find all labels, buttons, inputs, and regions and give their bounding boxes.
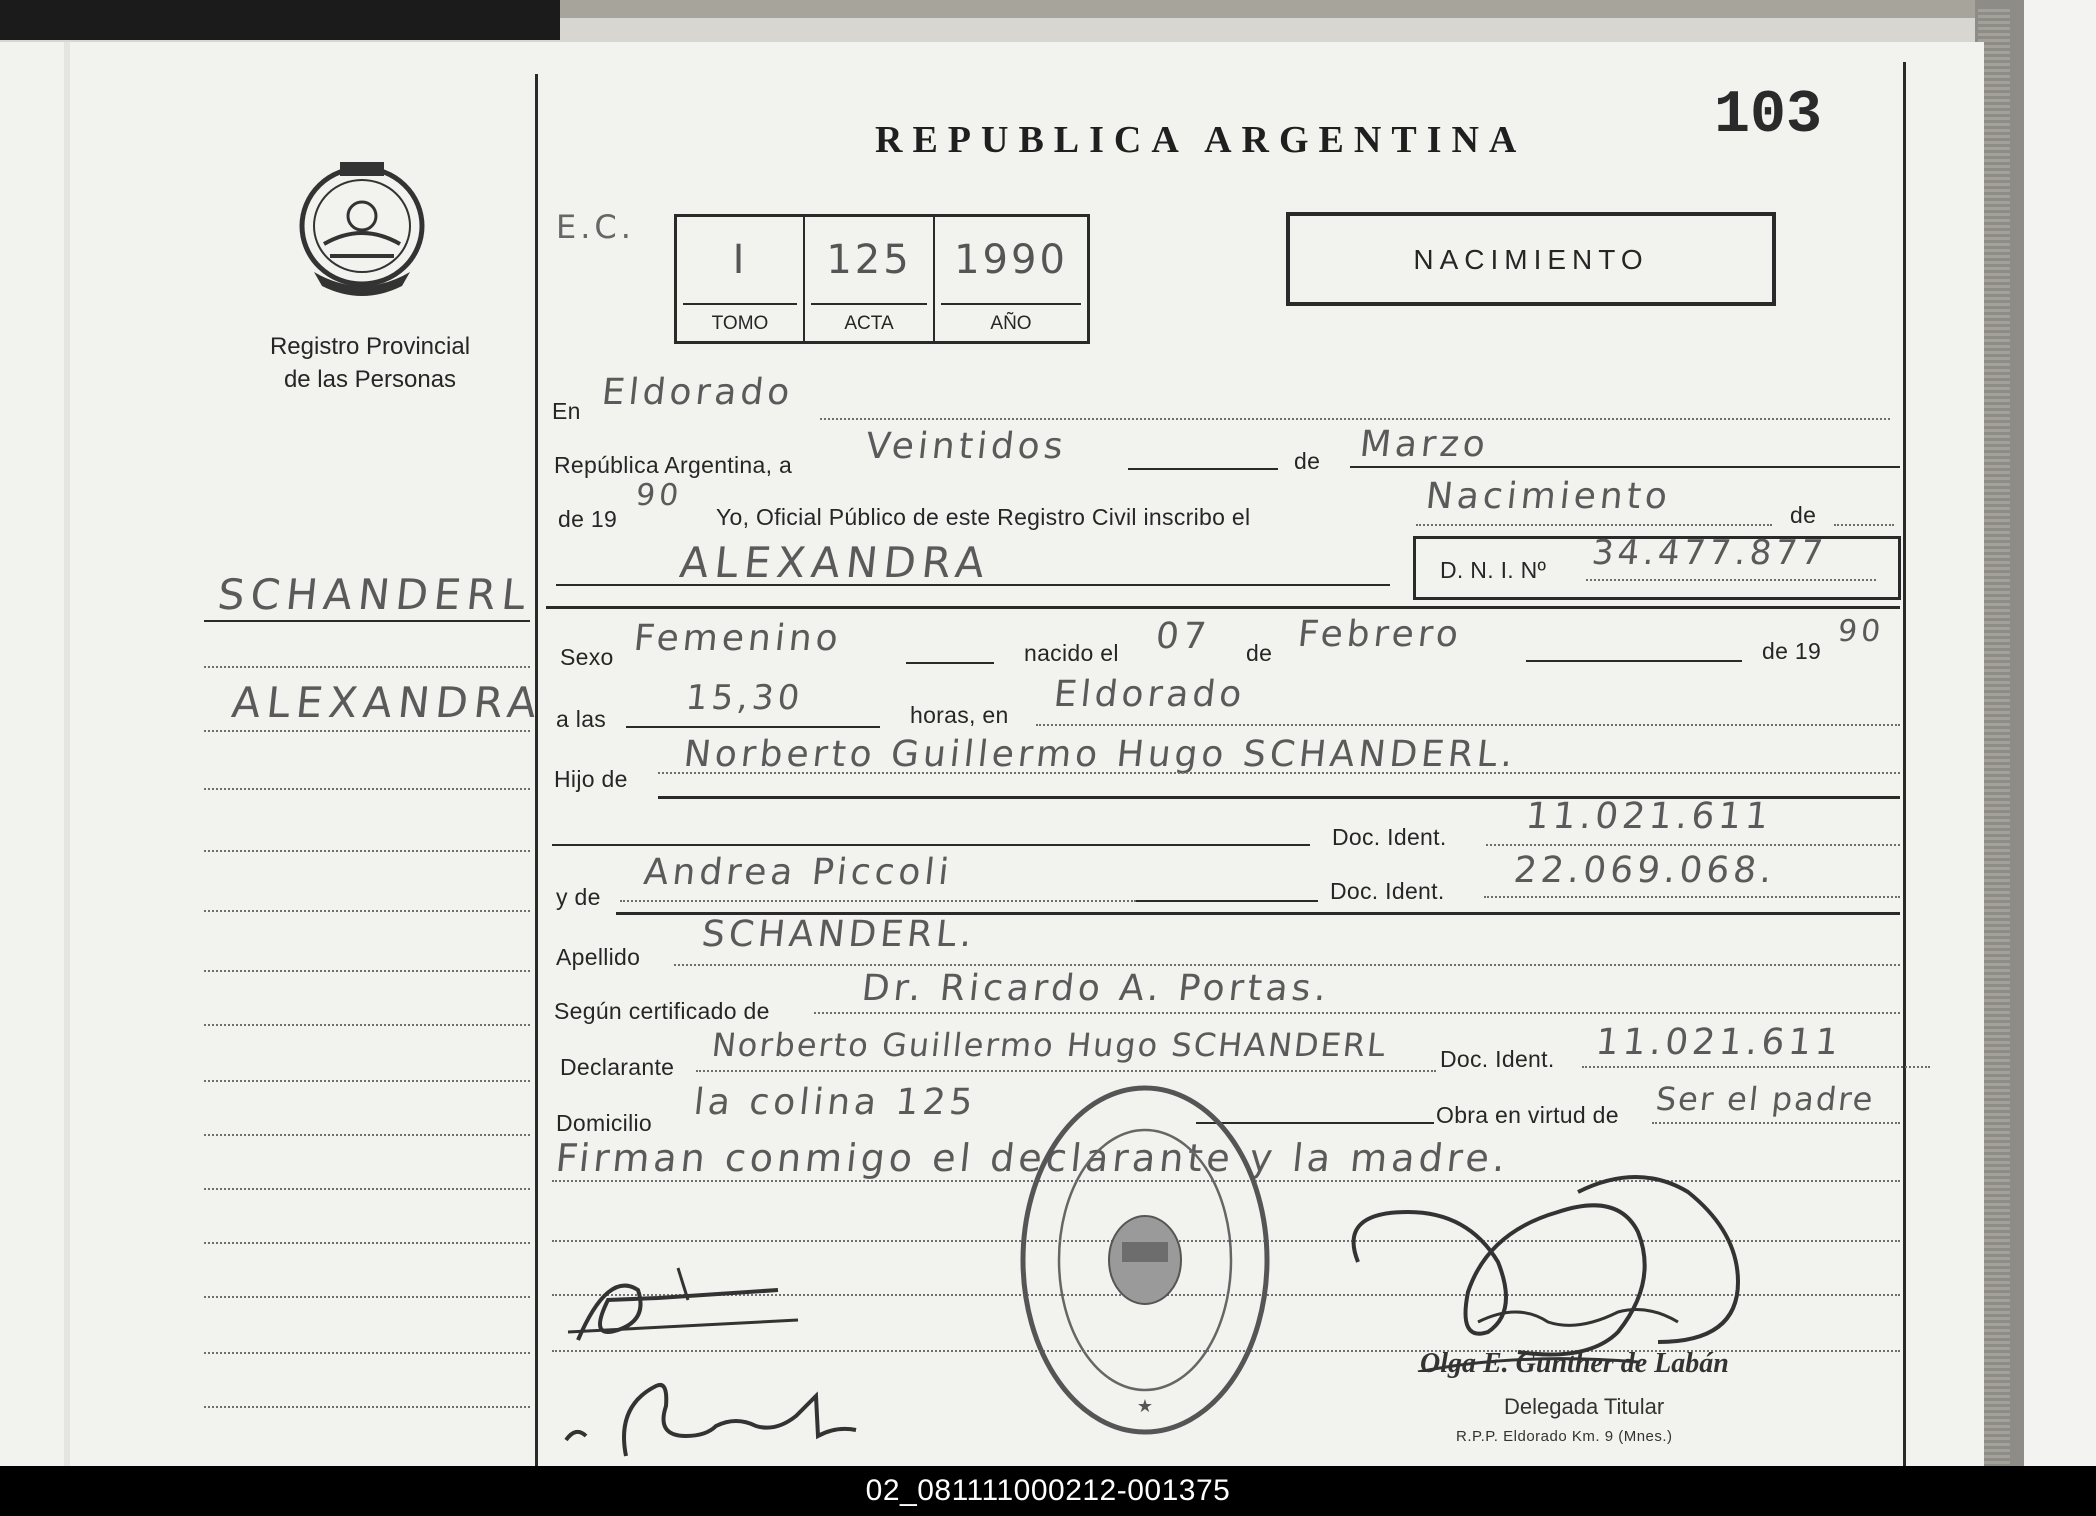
margin-dots bbox=[204, 910, 530, 912]
signature-declarant bbox=[548, 1260, 828, 1380]
margin-dots bbox=[204, 1188, 530, 1190]
entry-mother: Andrea Piccoli bbox=[641, 852, 955, 893]
registry-title bbox=[220, 330, 520, 396]
label-y-de: y de bbox=[556, 884, 601, 910]
entry-name: ALEXANDRA bbox=[677, 538, 993, 587]
acta-label: ACTA bbox=[844, 313, 894, 334]
ano-label: AÑO bbox=[990, 313, 1032, 334]
ano-value: 1990 bbox=[954, 237, 1068, 283]
svg-text:★: ★ bbox=[1136, 1396, 1154, 1417]
entry-certificate: Dr. Ricardo A. Portas. bbox=[859, 968, 1333, 1009]
label-nacido: nacido el bbox=[1024, 640, 1119, 666]
entry-month: Marzo bbox=[1357, 424, 1491, 465]
line-mother bbox=[620, 900, 1136, 902]
label-doc3: Doc. Ident. bbox=[1440, 1046, 1555, 1072]
entry-address: la colina 125 bbox=[691, 1082, 979, 1123]
official-name: Olga E. Günther de Labán bbox=[1420, 1348, 1729, 1379]
entry-declarant-doc: 11.021.611 bbox=[1593, 1022, 1845, 1063]
entry-birth-day: 07 bbox=[1153, 616, 1212, 657]
tomo-value: I bbox=[732, 237, 748, 283]
margin-dots bbox=[204, 1352, 530, 1354]
tomo-cell bbox=[677, 217, 805, 341]
line-de-end bbox=[1834, 524, 1894, 526]
margin-dots bbox=[204, 1024, 530, 1026]
line-declarant-doc bbox=[1582, 1066, 1930, 1068]
label-de-mes: de bbox=[1246, 640, 1273, 666]
label-doc1: Doc. Ident. bbox=[1332, 824, 1447, 850]
label-de: de bbox=[1294, 448, 1321, 474]
label-a-las: a las bbox=[556, 706, 607, 732]
record-type-box bbox=[1286, 212, 1776, 306]
label-hijo: Hijo de bbox=[554, 766, 628, 792]
ano-underline bbox=[941, 303, 1081, 305]
entry-year: 90 bbox=[634, 478, 685, 513]
margin-dots bbox=[204, 1242, 530, 1244]
right-form-border bbox=[1903, 62, 1906, 1466]
entry-dni: 34.477.877 bbox=[1589, 533, 1829, 573]
entry-father-doc: 11.021.611 bbox=[1523, 796, 1775, 837]
label-en: En bbox=[552, 398, 581, 424]
line-surname bbox=[674, 964, 1900, 966]
entry-closing: Firman conmigo el declarante y la madre. bbox=[553, 1136, 1512, 1180]
entry-authority: Ser el padre bbox=[1654, 1080, 1877, 1118]
ano-cell bbox=[935, 217, 1087, 341]
line-month bbox=[1350, 466, 1900, 468]
entry-day: Veintidos bbox=[863, 426, 1069, 467]
entry-sex: Femenino bbox=[631, 618, 844, 659]
line-sex bbox=[906, 662, 994, 664]
entry-birth-year: 90 bbox=[1836, 614, 1887, 649]
record-type: NACIMIENTO bbox=[1413, 244, 1649, 275]
page-fold bbox=[64, 42, 70, 1466]
registry-title-line1: Registro Provincial bbox=[269, 333, 471, 360]
margin-dots bbox=[204, 666, 530, 668]
label-republica: República Argentina, a bbox=[554, 452, 793, 478]
label-de-end: de bbox=[1790, 502, 1817, 528]
margin-dots bbox=[204, 1296, 530, 1298]
label-dni: D. N. I. Nº bbox=[1440, 557, 1547, 583]
image-caption: 02_081111000212-001375 bbox=[865, 1474, 1231, 1507]
margin-dots bbox=[204, 1406, 530, 1408]
official-address: R.P.P. Eldorado Km. 9 (Mnes.) bbox=[1456, 1428, 1673, 1445]
entry-birth-month: Febrero bbox=[1295, 614, 1465, 655]
entry-place: Eldorado bbox=[599, 372, 796, 413]
line-father-doc bbox=[1486, 844, 1900, 846]
label-sexo: Sexo bbox=[560, 644, 614, 670]
margin-dots bbox=[204, 1134, 530, 1136]
line-mother-doc bbox=[1484, 896, 1900, 898]
margin-dots bbox=[204, 970, 530, 972]
label-doc2: Doc. Ident. bbox=[1330, 878, 1445, 904]
label-yo: Yo, Oficial Público de este Registro Civil inscribo el bbox=[716, 504, 1251, 530]
entry-mother-doc: 22.069.068. bbox=[1511, 850, 1778, 891]
acta-underline bbox=[811, 303, 927, 305]
label-obra: Obra en virtud de bbox=[1436, 1102, 1619, 1128]
margin-dots bbox=[204, 730, 530, 732]
line-birth-place bbox=[1036, 724, 1900, 726]
line-dni bbox=[1586, 579, 1876, 581]
entry-time: 15,30 bbox=[683, 678, 806, 718]
margin-given-name: ALEXANDRA bbox=[229, 678, 545, 727]
section-rule bbox=[546, 606, 1900, 609]
label-declarante: Declarante bbox=[560, 1054, 675, 1080]
margin-rule bbox=[204, 620, 530, 622]
acta-value: 125 bbox=[826, 237, 912, 283]
label-segun: Según certificado de bbox=[554, 998, 770, 1024]
record-index-box bbox=[674, 214, 1090, 344]
entry-surname: SCHANDERL. bbox=[699, 914, 978, 955]
country-title: REPUBLICA ARGENTINA bbox=[875, 119, 1527, 161]
label-domicilio: Domicilio bbox=[556, 1110, 652, 1136]
province-seal-icon bbox=[294, 160, 430, 302]
registry-title-line2: de las Personas bbox=[283, 366, 457, 393]
background-right bbox=[2024, 0, 2096, 1466]
line-en bbox=[820, 418, 1890, 420]
margin-dots bbox=[204, 850, 530, 852]
tomo-underline bbox=[683, 303, 797, 305]
official-title: Delegada Titular bbox=[1504, 1394, 1665, 1419]
line-birth-month bbox=[1526, 660, 1742, 662]
line-certificate bbox=[814, 1012, 1900, 1014]
caption-bar bbox=[0, 1466, 2096, 1516]
line-mother-end bbox=[1136, 900, 1318, 902]
margin-dots bbox=[204, 788, 530, 790]
line-declarant bbox=[696, 1070, 1436, 1072]
line-authority bbox=[1652, 1122, 1900, 1124]
dni-box bbox=[1413, 533, 1901, 600]
tomo-label: TOMO bbox=[711, 313, 769, 334]
line-name bbox=[556, 584, 1390, 586]
entry-declarant: Norberto Guillermo Hugo SCHANDERL bbox=[710, 1026, 1389, 1064]
entry-father: Norberto Guillermo Hugo SCHANDERL. bbox=[681, 734, 1519, 775]
dark-corner bbox=[0, 0, 560, 40]
line-father bbox=[658, 772, 1900, 774]
signature-mother bbox=[556, 1366, 876, 1466]
entry-act: Nacimiento bbox=[1423, 476, 1674, 517]
line-day bbox=[1128, 468, 1278, 470]
line-father-extra bbox=[552, 844, 1310, 846]
line-act bbox=[1416, 524, 1772, 526]
label-de19b: de 19 bbox=[1762, 638, 1822, 664]
label-de19: de 19 bbox=[558, 506, 618, 532]
label-apellido: Apellido bbox=[556, 944, 641, 970]
label-horas: horas, en bbox=[910, 702, 1009, 728]
margin-surname: SCHANDERL bbox=[215, 570, 534, 619]
line-time bbox=[626, 726, 880, 728]
signature-official bbox=[1318, 1172, 1838, 1372]
acta-cell bbox=[805, 217, 935, 341]
ec-note: E.C. bbox=[556, 208, 635, 246]
entry-birth-place: Eldorado bbox=[1051, 674, 1248, 715]
registry-stamp-icon bbox=[1018, 1082, 1272, 1438]
sheet-number: 103 bbox=[1714, 82, 1823, 150]
margin-dots bbox=[204, 1080, 530, 1082]
left-form-border bbox=[535, 74, 538, 1466]
